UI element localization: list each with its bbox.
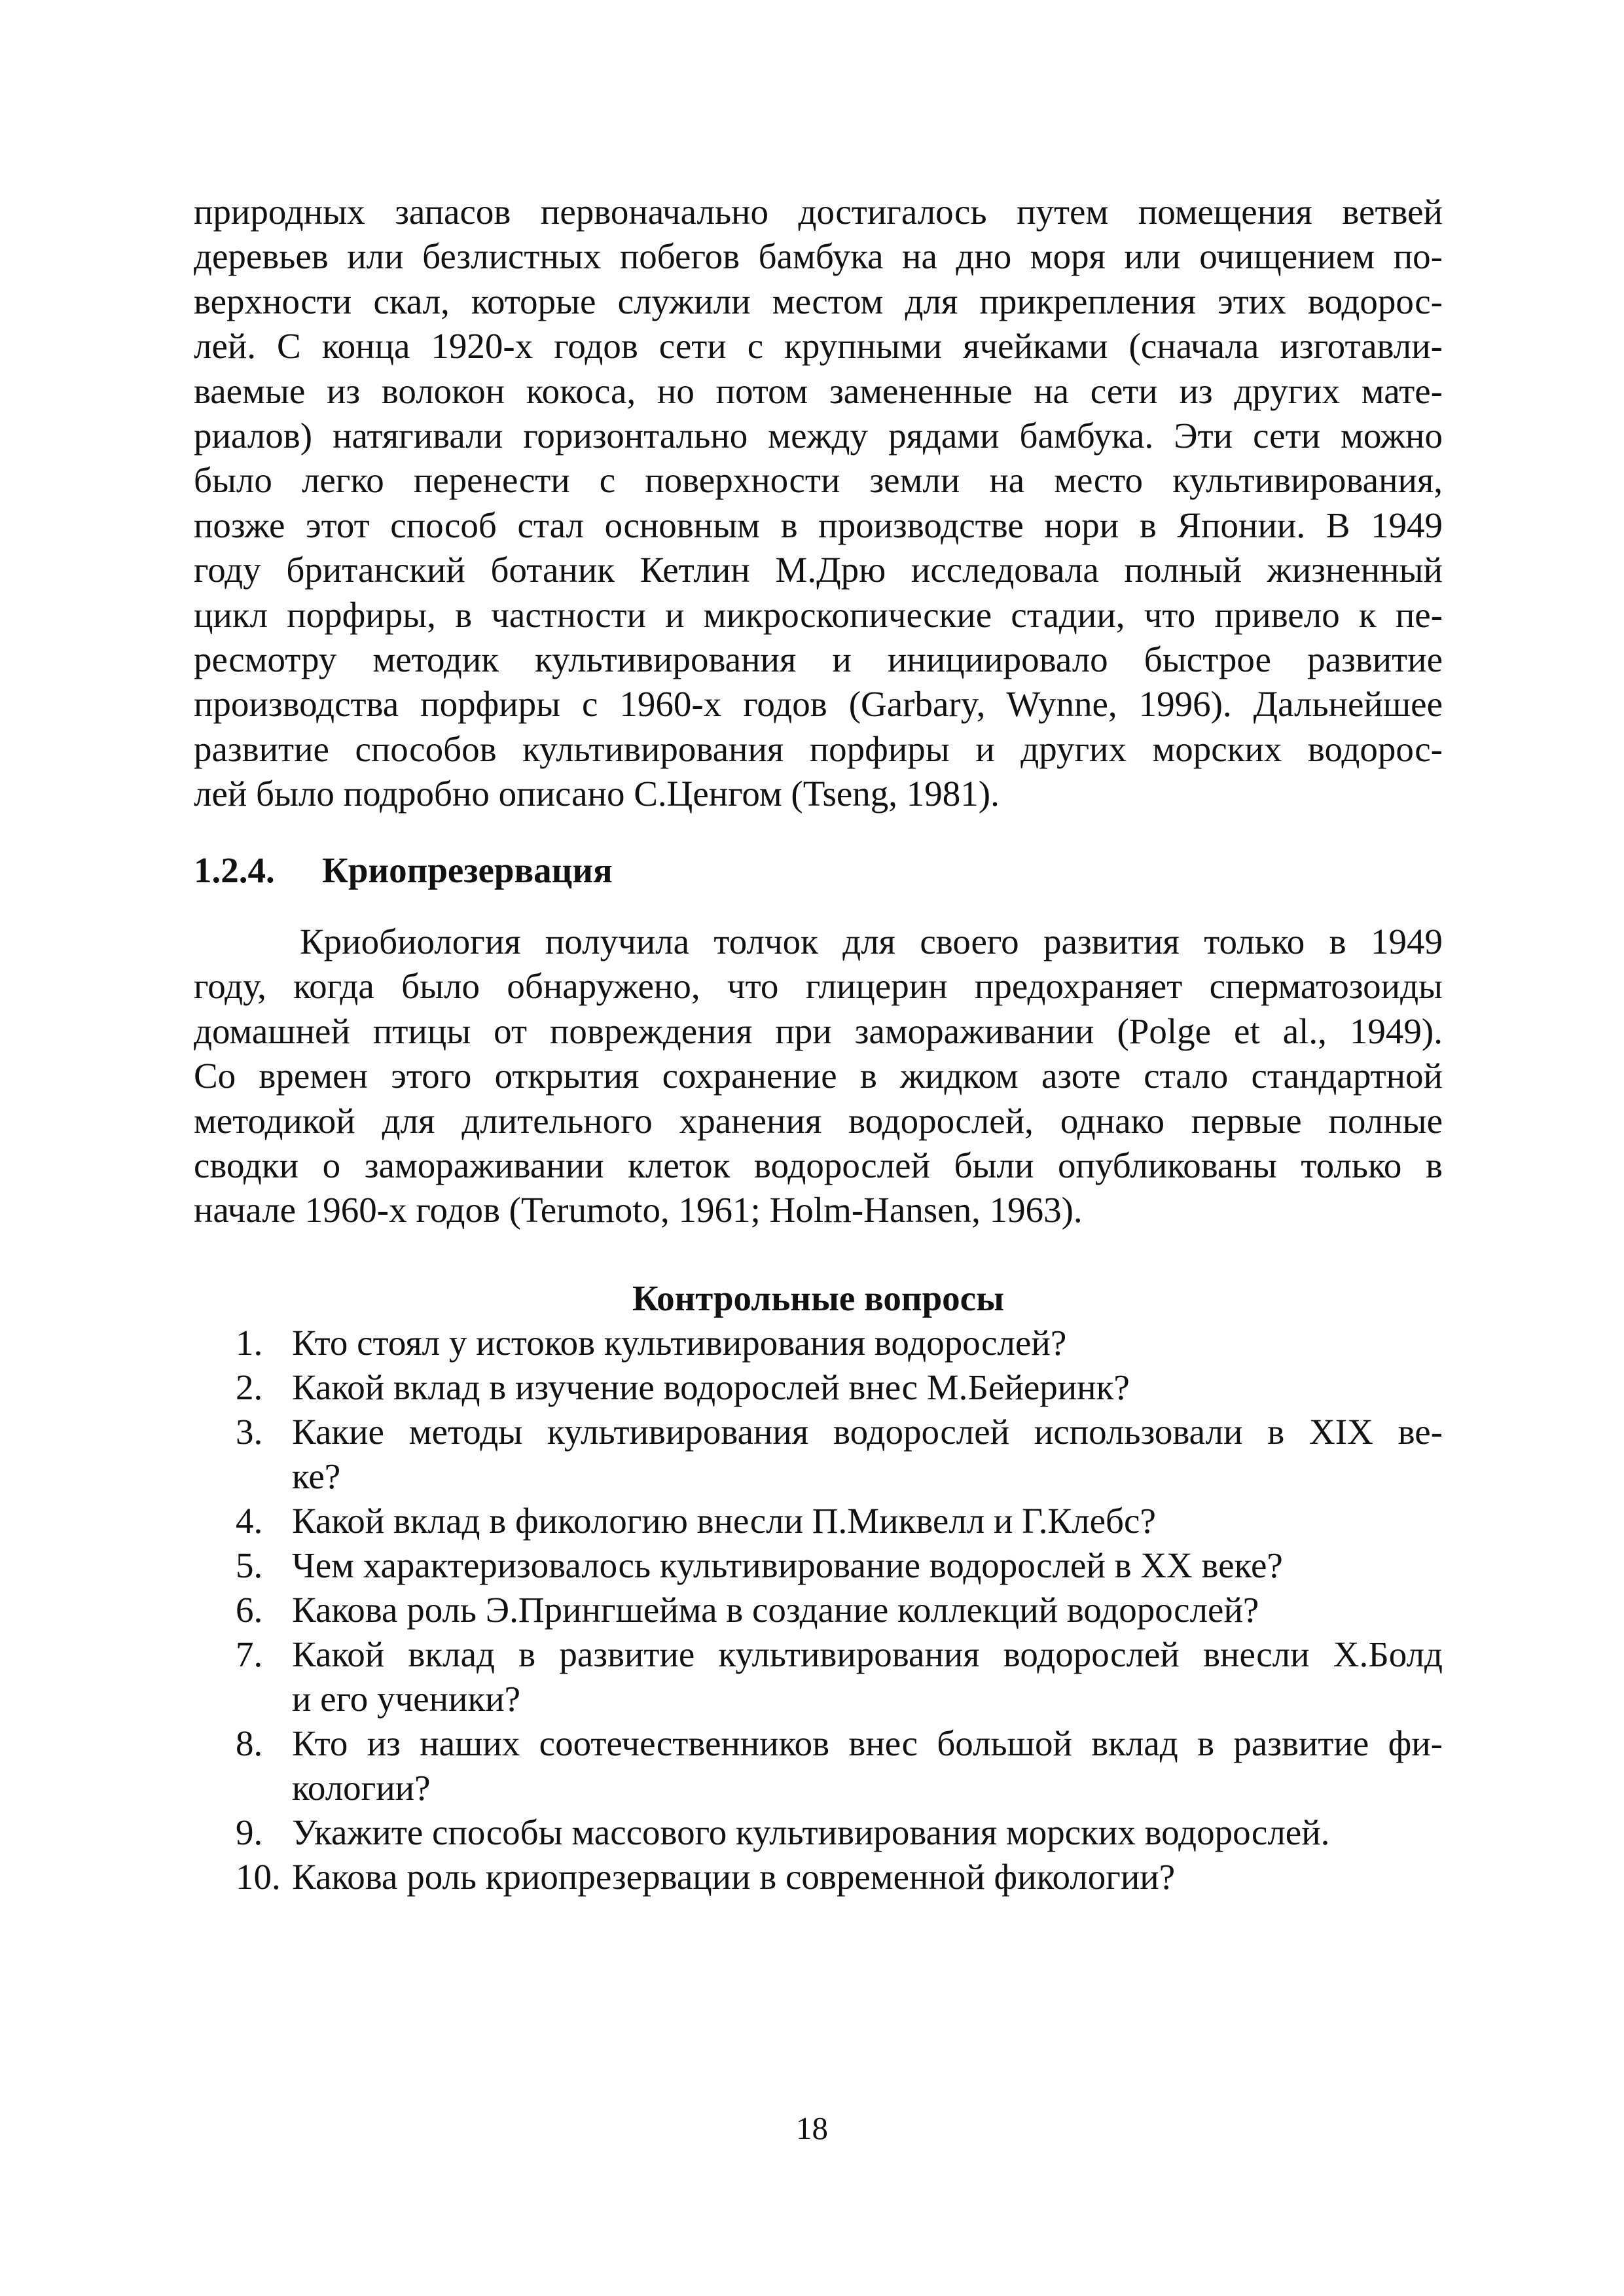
question-item [236,1410,1443,1499]
questions-list [236,1321,1443,1899]
paragraph-line: начале 1960-х годов (Terumoto, 1961; Holm-Hansen, 1963). [194,1190,1083,1230]
section-title: Криопрезервация [322,850,613,890]
question-line: Укажите способы массового культивирования морских водорослей. [292,1812,1330,1852]
question-item [236,1499,1443,1543]
cryopreservation-paragraph [194,920,1443,1233]
page-number: 18 [796,2110,828,2146]
question-number: 4. [236,1501,263,1541]
question-item [236,1855,1443,1899]
question-number: 3. [236,1412,263,1452]
paragraph-line: лей было подробно описано С.Ценгом (Tseng, 1981). [194,774,1000,814]
question-item [236,1632,1443,1721]
paragraph-line: верхности скал, которые служили местом для прикрепления этих водорос- [194,281,1443,321]
questions-title: Контрольные вопросы [632,1278,1005,1318]
question-text [292,1410,1443,1499]
question-number: 9. [236,1812,263,1852]
question-line: Какова роль Э.Прингшейма в создание коллекций водорослей? [292,1590,1259,1630]
question-number: 7. [236,1634,263,1674]
question-line: Кто из наших соотечественников внес большой вклад в развитие фи- [292,1723,1443,1763]
paragraph-line: природных запасов первоначально достигалось путем помещения ветвей [194,192,1443,232]
question-text [292,1588,1443,1632]
question-line: Какие методы культивирования водорослей использовали в XIX ве- [292,1412,1443,1452]
question-text [292,1810,1443,1855]
question-item [236,1543,1443,1588]
paragraph-line: сводки о замораживании клеток водорослей были опубликованы только в [194,1145,1443,1185]
question-line: кологии? [292,1768,431,1808]
paragraph-line: Криобиология получила толчок для своего развития только в 1949 [300,922,1443,961]
paragraph-line: году британский ботаник Кетлин М.Дрю исследовала полный жизненный [194,550,1443,590]
question-number: 6. [236,1590,263,1630]
paragraph-line: деревьев или безлистных побегов бамбука на дно моря или очищением по- [194,236,1443,277]
question-item [236,1365,1443,1410]
paragraph-line: позже этот способ стал основным в производстве нори в Японии. В 1949 [194,505,1443,545]
question-text [292,1721,1443,1810]
question-line: Какой вклад в фикологию внесли П.Миквелл и Г.Клебс? [292,1501,1156,1541]
question-line: Кто стоял у истоков культивирования водорослей? [292,1323,1067,1363]
question-item [236,1321,1443,1365]
question-text [292,1855,1443,1899]
question-item [236,1588,1443,1632]
question-text [292,1543,1443,1588]
question-text [292,1632,1443,1721]
question-number: 10. [236,1857,281,1897]
paragraph-line: было легко перенести с поверхности земли на место культивирования, [194,460,1443,501]
question-number: 2. [236,1367,263,1407]
question-text [292,1499,1443,1543]
paragraph-line: развитие способов культивирования порфиры и других морских водорос- [194,728,1443,769]
question-line: и его ученики? [292,1679,521,1719]
paragraph-line: производства порфиры с 1960-х годов (Garbary, Wynne, 1996). Дальнейшее [194,684,1443,725]
question-line: Какой вклад в развитие культивирования водорослей внесли Х.Болд [292,1634,1443,1674]
paragraph-line: лей. С конца 1920-х годов сети с крупными ячейками (сначала изготавли- [194,326,1443,367]
section-number: 1.2.4. [194,850,275,890]
question-text [292,1321,1443,1365]
paragraph-line: домашней птицы от повреждения при замораживании (Polge et al., 1949). [194,1011,1443,1051]
paragraph-line: риалов) натягивали горизонтально между рядами бамбука. Эти сети можно [194,415,1443,456]
question-line: Чем характеризовалось культивирование водорослей в XX веке? [292,1545,1283,1585]
paragraph-line: цикл порфиры, в частности и микроскопические стадии, что привело к пе- [194,594,1443,635]
question-line: Какова роль криопрезервации в современной фикологии? [292,1857,1176,1897]
paragraph-line: Со времен этого открытия сохранение в жидком азоте стало стандартной [194,1056,1443,1096]
intro-paragraph [194,190,1443,816]
paragraph-line: ваемые из волокон кокоса, но потом замененные на сети из других мате- [194,370,1443,411]
paragraph-line: ресмотру методик культивирования и инициировало быстрое развитие [194,639,1443,679]
paragraph-line: году, когда было обнаружено, что глицерин предохраняет сперматозоиды [194,966,1443,1007]
question-text [292,1365,1443,1410]
question-number: 8. [236,1723,263,1763]
question-line: Какой вклад в изучение водорослей внес М.Бейеринк? [292,1367,1130,1407]
question-number: 5. [236,1545,263,1585]
question-number: 1. [236,1323,263,1363]
question-line: ке? [292,1456,341,1496]
question-item [236,1721,1443,1810]
section-heading [194,848,613,893]
question-item [236,1810,1443,1855]
paragraph-line: методикой для длительного хранения водорослей, однако первые полные [194,1100,1443,1141]
